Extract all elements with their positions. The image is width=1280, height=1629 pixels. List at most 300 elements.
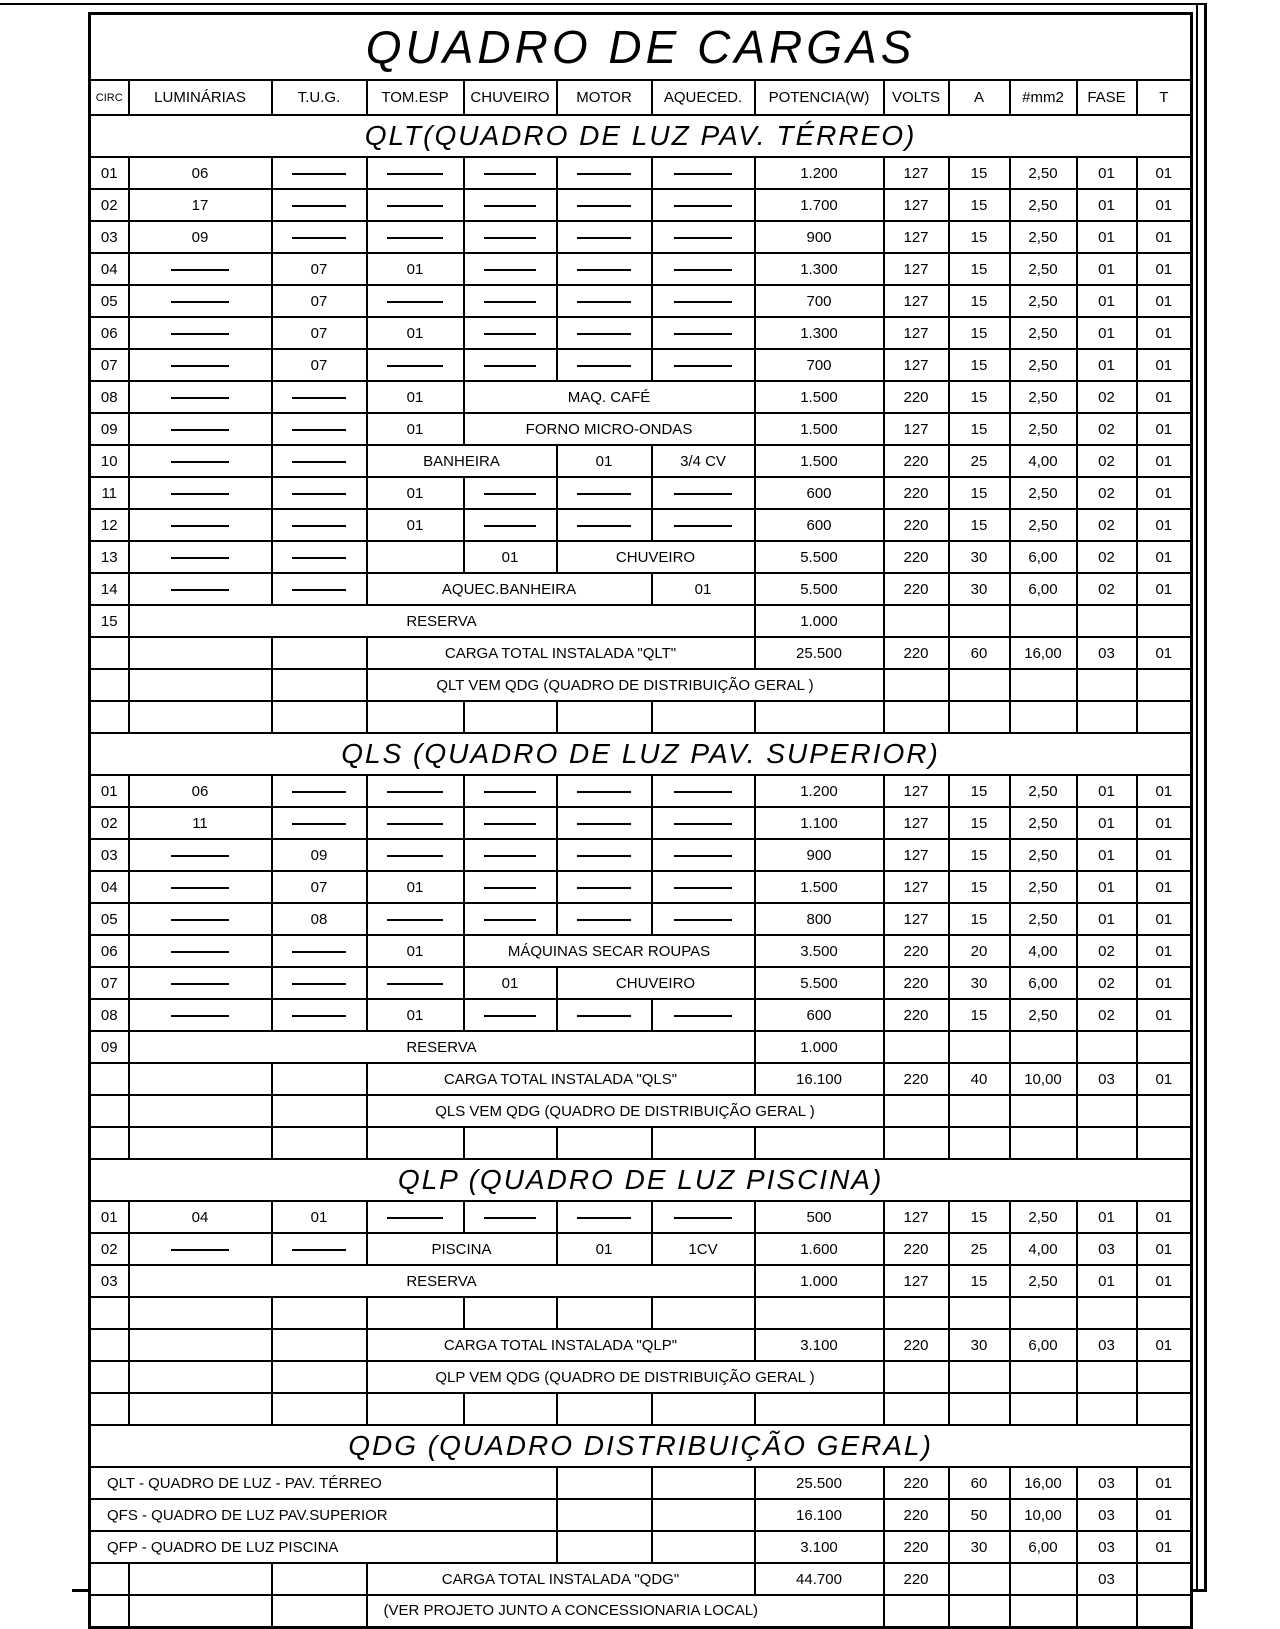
dash-line: [387, 855, 442, 857]
cell-value: 01: [557, 445, 652, 477]
empty-cell: [1077, 1297, 1137, 1329]
table-row: [90, 413, 1192, 445]
table-row: [90, 1467, 1192, 1499]
empty-cell: [272, 1127, 367, 1159]
empty-cell: [129, 1329, 272, 1361]
dash-line: [292, 951, 346, 953]
cell-value: 05: [90, 285, 129, 317]
cell-value: 2,50: [1010, 1265, 1077, 1297]
dash-mark: [129, 381, 272, 413]
cell-value: 2,50: [1010, 477, 1077, 509]
cell-value: 01: [1137, 935, 1192, 967]
empty-cell: [557, 1127, 652, 1159]
dash-mark: [272, 999, 367, 1031]
empty-cell: [1077, 1095, 1137, 1127]
empty-cell: [949, 1297, 1010, 1329]
dash-line: [484, 1015, 537, 1017]
cell-value: 6,00: [1010, 1329, 1077, 1361]
empty-cell: [1010, 1393, 1077, 1425]
dash-line: [292, 983, 346, 985]
cell-value: 30: [949, 541, 1010, 573]
table-row: [90, 221, 1192, 253]
dash-mark: [464, 839, 557, 871]
cell-value: 01: [1077, 157, 1137, 189]
dash-line: [577, 237, 631, 239]
cell-value: 01: [367, 381, 464, 413]
dash-line: [171, 983, 229, 985]
empty-cell: [272, 637, 367, 669]
dash-mark: [367, 807, 464, 839]
cell-value: 30: [949, 1329, 1010, 1361]
empty-cell: [1010, 669, 1077, 701]
empty-cell: [1137, 1297, 1192, 1329]
cell-value: 2,50: [1010, 903, 1077, 935]
dash-mark: [272, 221, 367, 253]
dash-line: [484, 887, 537, 889]
cell-value: 02: [90, 1233, 129, 1265]
table-row: [90, 1329, 1192, 1361]
dash-line: [171, 855, 229, 857]
cell-value: 6,00: [1010, 573, 1077, 605]
table-row: [90, 509, 1192, 541]
cell-value: 30: [949, 1531, 1010, 1563]
cell-value: 01: [1137, 871, 1192, 903]
cell-value: 6,00: [1010, 541, 1077, 573]
cell-value: 2,50: [1010, 349, 1077, 381]
table-row: [90, 1499, 1192, 1531]
cell-value: 15: [949, 381, 1010, 413]
dash-mark: [464, 903, 557, 935]
section-title-qlt: QLT(QUADRO DE LUZ PAV. TÉRREO): [90, 115, 1192, 157]
cell-value: 02: [90, 189, 129, 221]
cell-value: 800: [755, 903, 884, 935]
cell-value: 60: [949, 1467, 1010, 1499]
dash-line: [484, 301, 537, 303]
empty-cell: [129, 1393, 272, 1425]
dash-mark: [652, 1201, 755, 1233]
dash-line: [171, 397, 229, 399]
dash-line: [484, 855, 537, 857]
cell-value: 07: [90, 967, 129, 999]
dash-mark: [129, 285, 272, 317]
cell-value: 2,50: [1010, 413, 1077, 445]
table-row: [90, 1063, 1192, 1095]
dash-line: [484, 1217, 537, 1219]
empty-cell: [557, 1467, 652, 1499]
empty-cell: [1010, 1361, 1077, 1393]
cell-value: 500: [755, 1201, 884, 1233]
cell-value: 127: [884, 349, 949, 381]
dash-line: [577, 887, 631, 889]
empty-cell: [1077, 1595, 1137, 1627]
col-header-terra: T: [1137, 80, 1192, 115]
cell-value: 2,50: [1010, 871, 1077, 903]
empty-cell: [129, 701, 272, 733]
dash-line: [171, 301, 229, 303]
cell-value: 14: [90, 573, 129, 605]
dash-line: [674, 1217, 732, 1219]
dash-line: [484, 269, 537, 271]
cell-value: 3.500: [755, 935, 884, 967]
dash-mark: [272, 189, 367, 221]
cell-value: 02: [1077, 573, 1137, 605]
cell-value: 01: [367, 477, 464, 509]
cell-value: 01: [1077, 189, 1137, 221]
cell-value: 02: [1077, 935, 1137, 967]
empty-cell: [1137, 1563, 1192, 1595]
empty-cell: [949, 605, 1010, 637]
column-header-row: [90, 80, 1192, 115]
cell-value: MAQ. CAFÉ: [464, 381, 755, 413]
table-row: [90, 637, 1192, 669]
empty-cell: [1010, 1095, 1077, 1127]
cell-value: CARGA TOTAL INSTALADA "QLP": [367, 1329, 755, 1361]
table-row: [90, 573, 1192, 605]
empty-cell: [1137, 605, 1192, 637]
cell-value: 07: [272, 871, 367, 903]
dash-line: [387, 365, 442, 367]
empty-cell: [367, 701, 464, 733]
empty-cell: [464, 1297, 557, 1329]
empty-cell: [272, 1095, 367, 1127]
cell-value: 1.600: [755, 1233, 884, 1265]
cell-value: 25: [949, 1233, 1010, 1265]
dash-mark: [557, 221, 652, 253]
dash-mark: [464, 477, 557, 509]
cell-value: 01: [1137, 967, 1192, 999]
cell-value: CARGA TOTAL INSTALADA "QLS": [367, 1063, 755, 1095]
dash-line: [484, 237, 537, 239]
cell-value: 07: [272, 317, 367, 349]
dash-mark: [367, 349, 464, 381]
cell-value: 01: [1137, 1233, 1192, 1265]
empty-cell: [367, 1127, 464, 1159]
cell-value: 15: [949, 285, 1010, 317]
cell-value: 13: [90, 541, 129, 573]
dash-line: [484, 919, 537, 921]
empty-cell: [557, 1393, 652, 1425]
table-row: [90, 253, 1192, 285]
empty-cell: [129, 1361, 272, 1393]
dash-line: [171, 525, 229, 527]
dash-mark: [557, 157, 652, 189]
cell-value: 15: [949, 807, 1010, 839]
cell-value: 01: [1077, 871, 1137, 903]
col-header-luminarias: LUMINÁRIAS: [129, 80, 272, 115]
empty-cell: [652, 1297, 755, 1329]
cell-value: 01: [1137, 1063, 1192, 1095]
cell-value: 01: [464, 967, 557, 999]
empty-cell: [1077, 669, 1137, 701]
dash-line: [674, 493, 732, 495]
cell-value: 01: [367, 999, 464, 1031]
cell-value: 01: [1137, 285, 1192, 317]
dash-mark: [652, 839, 755, 871]
dash-line: [292, 205, 346, 207]
dash-mark: [367, 157, 464, 189]
dash-mark: [129, 967, 272, 999]
cell-value: 03: [90, 1265, 129, 1297]
empty-cell: [272, 1297, 367, 1329]
dash-line: [171, 461, 229, 463]
empty-cell: [755, 701, 884, 733]
cell-value: 15: [949, 839, 1010, 871]
cell-value: 09: [129, 221, 272, 253]
dash-mark: [367, 189, 464, 221]
dash-line: [292, 823, 346, 825]
empty-cell: [90, 1329, 129, 1361]
cell-value: (VER PROJETO JUNTO A CONCESSIONARIA LOCAL): [367, 1595, 884, 1627]
table-row: [90, 1531, 1192, 1563]
empty-cell: [949, 1393, 1010, 1425]
empty-cell: [1137, 1031, 1192, 1063]
dash-line: [292, 1249, 346, 1251]
empty-cell: [90, 1095, 129, 1127]
table-row: [90, 445, 1192, 477]
dash-mark: [367, 839, 464, 871]
cell-value: 01: [1077, 221, 1137, 253]
empty-cell: [90, 637, 129, 669]
cell-value: 02: [90, 807, 129, 839]
dash-line: [387, 301, 442, 303]
empty-cell: [90, 1297, 129, 1329]
cell-value: 50: [949, 1499, 1010, 1531]
dash-mark: [652, 477, 755, 509]
dash-line: [292, 1015, 346, 1017]
cell-value: 127: [884, 285, 949, 317]
cell-value: QLT - QUADRO DE LUZ - PAV. TÉRREO: [90, 1467, 557, 1499]
dash-mark: [464, 775, 557, 807]
empty-cell: [90, 1393, 129, 1425]
empty-cell: [129, 637, 272, 669]
cell-value: 01: [367, 317, 464, 349]
empty-cell: [949, 1361, 1010, 1393]
empty-cell: [884, 701, 949, 733]
empty-cell: [90, 701, 129, 733]
cell-value: FORNO MICRO-ONDAS: [464, 413, 755, 445]
cell-value: 01: [1137, 807, 1192, 839]
empty-cell: [367, 1393, 464, 1425]
cell-value: 02: [1077, 509, 1137, 541]
empty-cell: [129, 1095, 272, 1127]
section-header-row-qlp: [90, 1159, 1192, 1201]
section-title-qlp: QLP (QUADRO DE LUZ PISCINA): [90, 1159, 1192, 1201]
dash-mark: [129, 413, 272, 445]
cell-value: 40: [949, 1063, 1010, 1095]
cell-value: 03: [1077, 1467, 1137, 1499]
cell-value: 1.500: [755, 445, 884, 477]
dash-mark: [129, 541, 272, 573]
cell-value: 1.200: [755, 157, 884, 189]
cell-value: 220: [884, 1563, 949, 1595]
cell-value: 25: [949, 445, 1010, 477]
cell-value: 10,00: [1010, 1499, 1077, 1531]
dash-line: [674, 855, 732, 857]
dash-line: [387, 1217, 442, 1219]
cell-value: 09: [90, 1031, 129, 1063]
empty-cell: [755, 1297, 884, 1329]
empty-cell: [1077, 1393, 1137, 1425]
dash-line: [577, 173, 631, 175]
cell-value: 60: [949, 637, 1010, 669]
dash-mark: [652, 221, 755, 253]
empty-cell: [129, 669, 272, 701]
dash-line: [674, 823, 732, 825]
title-row: [90, 14, 1192, 81]
empty-cell: [652, 1393, 755, 1425]
dash-line: [577, 919, 631, 921]
empty-cell: [557, 1499, 652, 1531]
dash-mark: [129, 253, 272, 285]
cell-value: 600: [755, 477, 884, 509]
cell-value: 07: [272, 349, 367, 381]
table-row: [90, 1031, 1192, 1063]
dash-mark: [272, 477, 367, 509]
table-row: [90, 1297, 1192, 1329]
empty-cell: [272, 701, 367, 733]
cell-value: 02: [1077, 541, 1137, 573]
dash-line: [387, 173, 442, 175]
dash-line: [292, 525, 346, 527]
empty-cell: [652, 1499, 755, 1531]
cell-value: 127: [884, 903, 949, 935]
cell-value: 01: [1137, 317, 1192, 349]
cell-value: 5.500: [755, 541, 884, 573]
dash-line: [674, 173, 732, 175]
cell-value: 25.500: [755, 637, 884, 669]
dash-line: [387, 237, 442, 239]
cell-value: 2,50: [1010, 509, 1077, 541]
dash-line: [674, 365, 732, 367]
cell-value: 5.500: [755, 573, 884, 605]
dash-line: [577, 823, 631, 825]
cell-value: QFS - QUADRO DE LUZ PAV.SUPERIOR: [90, 1499, 557, 1531]
col-header-aqueced: AQUECED.: [652, 80, 755, 115]
col-header-tomesp: TOM.ESP: [367, 80, 464, 115]
table-row: [90, 1233, 1192, 1265]
dash-mark: [129, 999, 272, 1031]
section-title-qls: QLS (QUADRO DE LUZ PAV. SUPERIOR): [90, 733, 1192, 775]
empty-cell: [1077, 1361, 1137, 1393]
empty-cell: [557, 701, 652, 733]
cell-value: RESERVA: [129, 1265, 755, 1297]
table-row: [90, 285, 1192, 317]
table-row: [90, 317, 1192, 349]
dash-mark: [652, 903, 755, 935]
dash-mark: [272, 967, 367, 999]
cell-value: 1.300: [755, 317, 884, 349]
empty-cell: [557, 1531, 652, 1563]
empty-cell: [367, 541, 464, 573]
cell-value: 220: [884, 445, 949, 477]
cell-value: AQUEC.BANHEIRA: [367, 573, 652, 605]
dash-line: [484, 823, 537, 825]
cell-value: 01: [272, 1201, 367, 1233]
cell-value: 03: [1077, 1563, 1137, 1595]
dash-mark: [272, 445, 367, 477]
cell-value: 2,50: [1010, 775, 1077, 807]
dash-mark: [464, 317, 557, 349]
table-row: [90, 701, 1192, 733]
cell-value: 01: [1137, 349, 1192, 381]
dash-mark: [272, 775, 367, 807]
table-row: [90, 1265, 1192, 1297]
cell-value: 220: [884, 381, 949, 413]
cell-value: 10,00: [1010, 1063, 1077, 1095]
cell-value: 1.000: [755, 1265, 884, 1297]
dash-mark: [652, 253, 755, 285]
cell-value: 16.100: [755, 1063, 884, 1095]
cell-value: 17: [129, 189, 272, 221]
empty-cell: [949, 1595, 1010, 1627]
empty-cell: [884, 1595, 949, 1627]
dash-line: [577, 301, 631, 303]
cell-value: BANHEIRA: [367, 445, 557, 477]
cell-value: 01: [1137, 445, 1192, 477]
cell-value: 01: [652, 573, 755, 605]
dash-mark: [557, 999, 652, 1031]
cell-value: 01: [1137, 1201, 1192, 1233]
cell-value: 01: [367, 871, 464, 903]
cell-value: 6,00: [1010, 1531, 1077, 1563]
cell-value: 4,00: [1010, 445, 1077, 477]
dash-line: [577, 855, 631, 857]
dash-mark: [652, 189, 755, 221]
cell-value: 02: [1077, 381, 1137, 413]
table-row: [90, 1361, 1192, 1393]
cell-value: 1.700: [755, 189, 884, 221]
dash-line: [171, 887, 229, 889]
cell-value: 06: [129, 157, 272, 189]
cell-value: 06: [90, 317, 129, 349]
cell-value: 220: [884, 1531, 949, 1563]
cell-value: 01: [1077, 903, 1137, 935]
dash-mark: [464, 999, 557, 1031]
cell-value: 2,50: [1010, 999, 1077, 1031]
table-row: [90, 967, 1192, 999]
cell-value: 1.000: [755, 1031, 884, 1063]
empty-cell: [884, 1095, 949, 1127]
cell-value: 220: [884, 1329, 949, 1361]
col-header-potencia: POTENCIA(W): [755, 80, 884, 115]
cell-value: 01: [1077, 349, 1137, 381]
cell-value: 01: [1137, 1265, 1192, 1297]
dash-line: [292, 237, 346, 239]
cell-value: 01: [1137, 1531, 1192, 1563]
cell-value: CHUVEIRO: [557, 967, 755, 999]
cell-value: RESERVA: [129, 605, 755, 637]
dash-mark: [652, 157, 755, 189]
dash-mark: [367, 903, 464, 935]
table-row: [90, 1095, 1192, 1127]
cell-value: 1CV: [652, 1233, 755, 1265]
table-row: [90, 1563, 1192, 1595]
empty-cell: [1137, 1127, 1192, 1159]
cell-value: 15: [949, 221, 1010, 253]
cell-value: 127: [884, 413, 949, 445]
cell-value: 01: [1077, 775, 1137, 807]
dash-line: [387, 823, 442, 825]
dash-line: [674, 919, 732, 921]
cell-value: 01: [1137, 775, 1192, 807]
cell-value: 127: [884, 839, 949, 871]
cell-value: 127: [884, 1201, 949, 1233]
empty-cell: [1010, 605, 1077, 637]
dash-mark: [129, 871, 272, 903]
dash-line: [674, 333, 732, 335]
dash-mark: [367, 285, 464, 317]
cell-value: 01: [367, 935, 464, 967]
